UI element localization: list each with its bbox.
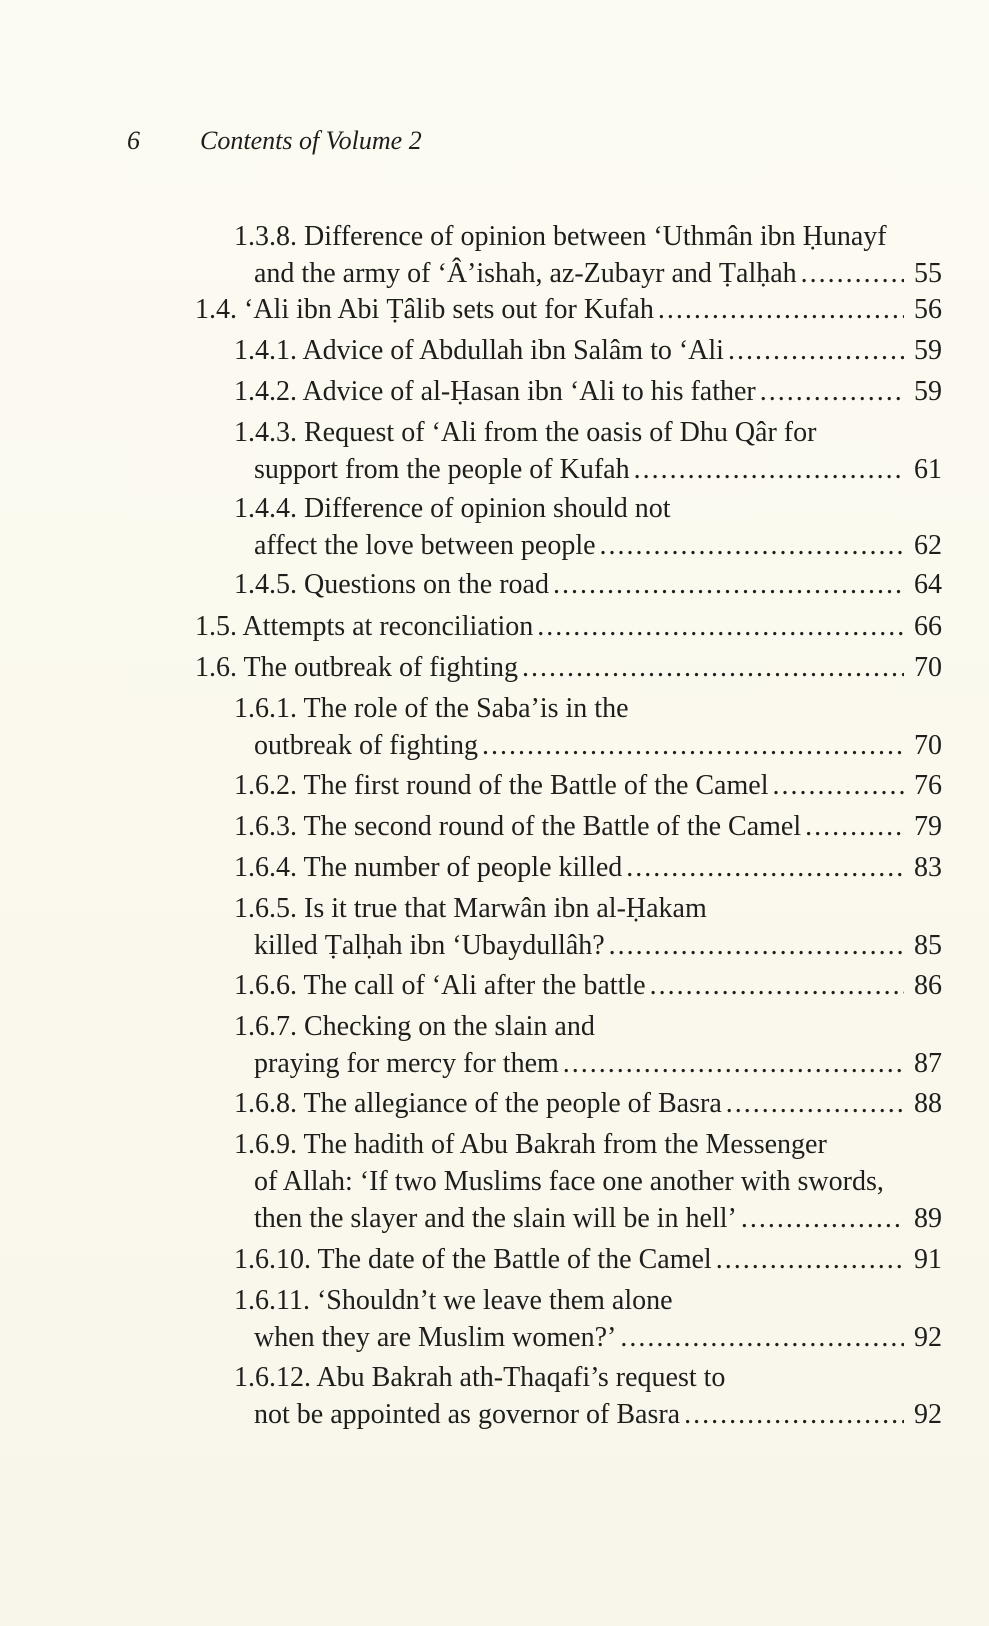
- toc-page-number: 64: [914, 569, 942, 600]
- toc-page-number: 92: [914, 1322, 942, 1353]
- toc-entry-title: 1.6.3. The second round of the Battle of the Camel: [234, 811, 802, 842]
- dot-leader: [634, 451, 904, 488]
- toc-entry-last-line: [234, 527, 942, 564]
- toc-entry-line: [234, 1126, 942, 1163]
- toc-entry-last-line: [234, 255, 942, 292]
- toc-entry-title: 1.5. Attempts at reconciliation: [195, 611, 534, 642]
- toc-entry-last-line: [195, 649, 942, 686]
- dot-leader: [760, 373, 904, 410]
- dot-leader: [684, 1396, 904, 1433]
- toc-page-number: 88: [914, 1088, 942, 1119]
- toc-entry-title: 1.6.6. The call of ‘Ali after the battle: [234, 970, 646, 1001]
- dot-leader: [626, 849, 904, 886]
- toc-entry-last-line: [234, 1085, 942, 1122]
- dot-leader: [801, 255, 904, 292]
- toc-entry-last-line: [234, 373, 942, 410]
- toc-entry-title: 1.3.8. Difference of opinion between ‘Uthmân ibn Ḥunayf: [234, 221, 887, 252]
- toc-entry-line: [234, 1282, 942, 1319]
- toc-page-number: 79: [914, 811, 942, 842]
- toc-entry: [234, 1241, 942, 1278]
- toc-entry: [234, 849, 942, 886]
- toc-entry-last-line: [195, 291, 942, 328]
- toc-entry: [195, 608, 942, 645]
- toc-entry-title: then the slayer and the slain will be in hell’: [254, 1203, 737, 1234]
- toc-entry-line: [234, 490, 942, 527]
- toc-page-number: 59: [914, 335, 942, 366]
- toc-entry-title: 1.6.9. The hadith of Abu Bakrah from the Messenger: [234, 1129, 827, 1160]
- toc-entry: [195, 291, 942, 328]
- dot-leader: [482, 727, 904, 764]
- toc-entry: [234, 218, 942, 292]
- toc-entry: [234, 414, 942, 488]
- toc-page-number: 66: [914, 611, 942, 642]
- toc-entry: [234, 690, 942, 764]
- toc-entry-title: 1.6.2. The first round of the Battle of the Camel: [234, 770, 769, 801]
- dot-leader: [537, 608, 904, 645]
- toc-page-number: 85: [914, 930, 942, 961]
- toc-page-number: 55: [914, 258, 942, 289]
- toc-entry-title: 1.6.5. Is it true that Marwân ibn al-Ḥakam: [234, 893, 707, 924]
- toc-entry: [234, 332, 942, 369]
- toc-entry-title: 1.6.7. Checking on the slain and: [234, 1011, 595, 1042]
- toc-page-number: 70: [914, 730, 942, 761]
- toc-entry-title: killed Ṭalḥah ibn ‘Ubaydullâh?: [254, 930, 605, 961]
- toc-entry-title: 1.6. The outbreak of fighting: [195, 652, 518, 683]
- toc-page-number: 62: [914, 530, 942, 561]
- toc-entry-last-line: [234, 566, 942, 603]
- toc-entry-last-line: [234, 451, 942, 488]
- toc-entry: [234, 967, 942, 1004]
- toc-page-number: 83: [914, 852, 942, 883]
- toc-entry-title: 1.6.12. Abu Bakrah ath-Thaqafi’s request to: [234, 1362, 726, 1393]
- dot-leader: [600, 527, 904, 564]
- toc-entry: [234, 767, 942, 804]
- dot-leader: [620, 1319, 904, 1356]
- page-number: 6: [127, 126, 140, 155]
- dot-leader: [650, 967, 904, 1004]
- toc-page-number: 70: [914, 652, 942, 683]
- toc-entry-last-line: [195, 608, 942, 645]
- toc-entry: [234, 808, 942, 845]
- toc-entry-line: [234, 218, 942, 255]
- toc-entry-last-line: [234, 927, 942, 964]
- toc-entry: [234, 1126, 942, 1237]
- page-header: [127, 126, 422, 156]
- toc-page-number: 86: [914, 970, 942, 1001]
- toc-entry-title: not be appointed as governor of Basra: [254, 1399, 681, 1430]
- toc-entry-title: praying for mercy for them: [254, 1048, 559, 1079]
- toc-entry-line: [234, 1008, 942, 1045]
- toc-entry-line: [234, 890, 942, 927]
- dot-leader: [772, 767, 904, 804]
- toc-entry: [234, 1282, 942, 1356]
- toc-entry-last-line: [234, 1241, 942, 1278]
- toc-entry-title: support from the people of Kufah: [254, 454, 630, 485]
- toc-entry-title: 1.6.10. The date of the Battle of the Camel: [234, 1244, 712, 1275]
- running-title: Contents of Volume 2: [200, 126, 422, 155]
- toc-entry-last-line: [234, 1200, 942, 1237]
- toc-entry: [234, 1359, 942, 1433]
- dot-leader: [563, 1045, 904, 1082]
- toc-entry-title: of Allah: ‘If two Muslims face one another with swords,: [254, 1166, 884, 1197]
- dot-leader: [609, 927, 904, 964]
- toc-entry-last-line: [234, 1045, 942, 1082]
- toc-entry-title: outbreak of fighting: [254, 730, 478, 761]
- toc-entry: [234, 890, 942, 964]
- dot-leader: [805, 808, 904, 845]
- dot-leader: [726, 1085, 904, 1122]
- toc-entry-line: [234, 1163, 942, 1200]
- toc-entry-title: affect the love between people: [254, 530, 596, 561]
- toc-page-number: 89: [914, 1203, 942, 1234]
- toc-page-number: 92: [914, 1399, 942, 1430]
- toc-entry-line: [234, 414, 942, 451]
- dot-leader: [728, 332, 904, 369]
- toc-entry: [234, 1008, 942, 1082]
- dot-leader: [522, 649, 904, 686]
- toc-entry-title: 1.4.3. Request of ‘Ali from the oasis of Dhu Qâr for: [234, 417, 817, 448]
- toc-entry: [234, 373, 942, 410]
- toc-entry-last-line: [234, 967, 942, 1004]
- toc-entry-title: 1.4.1. Advice of Abdullah ibn Salâm to ‘Ali: [234, 335, 724, 366]
- toc-entry-title: 1.6.8. The allegiance of the people of Basra: [234, 1088, 722, 1119]
- dot-leader: [553, 566, 904, 603]
- toc-entry: [234, 1085, 942, 1122]
- toc-entry-last-line: [234, 808, 942, 845]
- toc-entry-last-line: [234, 849, 942, 886]
- toc-entry-title: 1.6.1. The role of the Saba’is in the: [234, 693, 629, 724]
- toc-page-number: 76: [914, 770, 942, 801]
- toc-page-number: 56: [914, 294, 942, 325]
- toc-entry-title: when they are Muslim women?’: [254, 1322, 617, 1353]
- toc-page-number: 91: [914, 1244, 942, 1275]
- toc-entry-title: 1.4.2. Advice of al-Ḥasan ibn ‘Ali to his father: [234, 376, 756, 407]
- toc-entry-last-line: [234, 332, 942, 369]
- toc-entry-title: and the army of ‘Â’ishah, az-Zubayr and Ṭalḥah: [254, 258, 797, 289]
- toc-entry-title: 1.4. ‘Ali ibn Abi Ṭâlib sets out for Kufah: [195, 294, 654, 325]
- toc-entry-last-line: [234, 1319, 942, 1356]
- toc-entry-title: 1.6.4. The number of people killed: [234, 852, 623, 883]
- toc-entry: [234, 566, 942, 603]
- toc-entry-line: [234, 690, 942, 727]
- dot-leader: [741, 1200, 904, 1237]
- toc-entry-title: 1.4.4. Difference of opinion should not: [234, 493, 671, 524]
- toc-entry: [234, 490, 942, 564]
- toc-page-number: 87: [914, 1048, 942, 1079]
- toc-entry: [195, 649, 942, 686]
- toc-entry-last-line: [234, 767, 942, 804]
- toc-entry-line: [234, 1359, 942, 1396]
- toc-entry-last-line: [234, 1396, 942, 1433]
- toc-entry-title: 1.4.5. Questions on the road: [234, 569, 549, 600]
- toc-page-number: 59: [914, 376, 942, 407]
- toc-entry-title: 1.6.11. ‘Shouldn’t we leave them alone: [234, 1285, 673, 1316]
- dot-leader: [716, 1241, 904, 1278]
- toc-page-number: 61: [914, 454, 942, 485]
- dot-leader: [658, 291, 904, 328]
- toc-entry-last-line: [234, 727, 942, 764]
